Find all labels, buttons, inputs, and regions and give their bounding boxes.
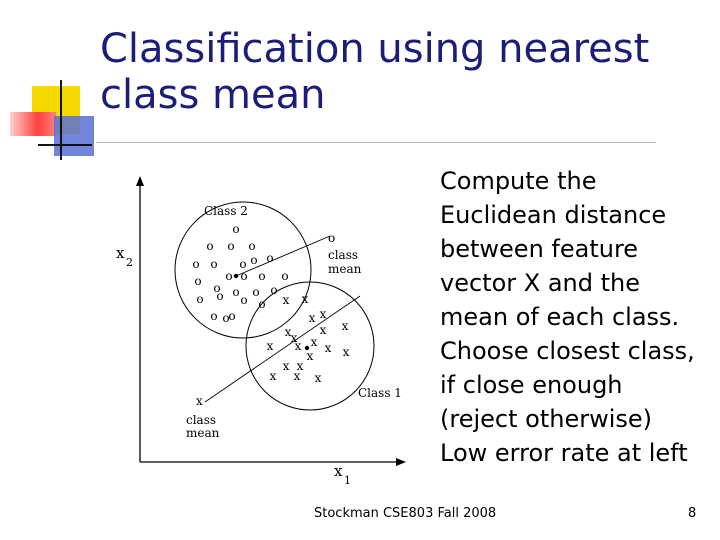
class1-mean-label-line2: mean: [186, 426, 220, 440]
bullet-text: [440, 164, 710, 470]
bullet-line: Choose closest class,: [440, 337, 695, 365]
class2-sample-point: o: [281, 269, 289, 283]
class1-mean-marker: x: [196, 394, 203, 408]
class2-sample-point: o: [228, 309, 236, 323]
class1-sample-point: x: [306, 349, 314, 363]
class1-sample-point: x: [269, 369, 277, 383]
class1-sample-point: x: [296, 359, 304, 373]
class2-sample-point: o: [240, 293, 248, 307]
x-axis-arrow: [396, 458, 406, 466]
x-axis-label: x: [334, 462, 343, 480]
class2-sample-point: o: [258, 297, 266, 311]
class2-sample-point: o: [216, 289, 224, 303]
class2-sample-point: o: [192, 257, 200, 271]
class2-sample-point: o: [266, 251, 274, 265]
title-line-1: Classification using nearest: [100, 26, 650, 72]
class1-samples: [267, 292, 350, 385]
class1-sample-point: x: [282, 293, 290, 307]
class2-mean-marker: o: [328, 231, 336, 245]
class2-sample-point: o: [239, 257, 247, 271]
y-axis-arrow: [136, 176, 144, 186]
bullet-line: vector X and the: [440, 269, 640, 297]
page-number: 8: [688, 506, 697, 521]
class2-mean-label-line1: class: [328, 248, 359, 262]
class1-sample-point: x: [319, 307, 327, 321]
class2-sample-point: o: [225, 269, 233, 283]
class2-sample-point: o: [232, 285, 240, 299]
x-axis-subscript: 1: [344, 474, 351, 487]
class2-sample-point: o: [196, 292, 204, 306]
class1-sample-point: x: [294, 339, 302, 353]
class2-sample-point: o: [270, 283, 278, 297]
class1-mean-label-line1: class: [186, 413, 217, 427]
class2-sample-point: o: [227, 239, 235, 253]
bullet-line: mean of each class.: [440, 303, 680, 331]
class2-label: Class 2: [204, 204, 248, 218]
class2-sample-point: o: [232, 222, 240, 236]
bullet-line: if close enough: [440, 371, 623, 399]
class1-sample-point: x: [293, 369, 301, 383]
class1-sample-point: x: [282, 359, 290, 373]
bullet-line: between feature: [440, 235, 639, 263]
class1-sample-point: x: [266, 339, 274, 353]
class2-sample-point: o: [210, 309, 218, 323]
bullet-line: Low error rate at left: [440, 439, 688, 467]
class1-sample-point: x: [314, 371, 322, 385]
class2-sample-point: o: [206, 239, 214, 253]
class2-sample-point: o: [248, 239, 256, 253]
title-line-2: class mean: [100, 72, 326, 118]
class1-sample-point: x: [341, 319, 349, 333]
class1-sample-point: x: [290, 331, 298, 345]
class2-sample-point: o: [194, 274, 202, 288]
class1-sample-point: x: [284, 325, 292, 339]
footer-text: Stockman CSE803 Fall 2008: [314, 506, 497, 521]
class2-sample-point: o: [252, 285, 260, 299]
class1-sample-point: x: [301, 292, 309, 306]
class2-sample-point: o: [258, 269, 266, 283]
class1-sample-point: x: [310, 335, 318, 349]
bullet-line: Euclidean distance: [440, 201, 667, 229]
class1-sample-point: x: [342, 345, 350, 359]
class1-sample-point: x: [319, 323, 327, 337]
y-axis-label: x: [116, 244, 125, 262]
class1-sample-point: x: [324, 341, 332, 355]
class2-sample-point: o: [210, 257, 218, 271]
y-axis-subscript: 2: [126, 256, 133, 269]
class2-mean-dot: [234, 274, 238, 278]
class2-samples: [192, 222, 288, 325]
class2-mean-label-line2: mean: [328, 262, 362, 276]
class2-sample-point: o: [222, 311, 230, 325]
class2-sample-point: o: [213, 281, 221, 295]
class2-sample-point: o: [240, 269, 248, 283]
class1-label: Class 1: [358, 386, 402, 400]
bullet-line: (reject otherwise): [440, 405, 653, 433]
bullet-line: Compute the: [440, 167, 597, 195]
class2-sample-point: o: [250, 253, 258, 267]
class1-sample-point: x: [308, 311, 316, 325]
